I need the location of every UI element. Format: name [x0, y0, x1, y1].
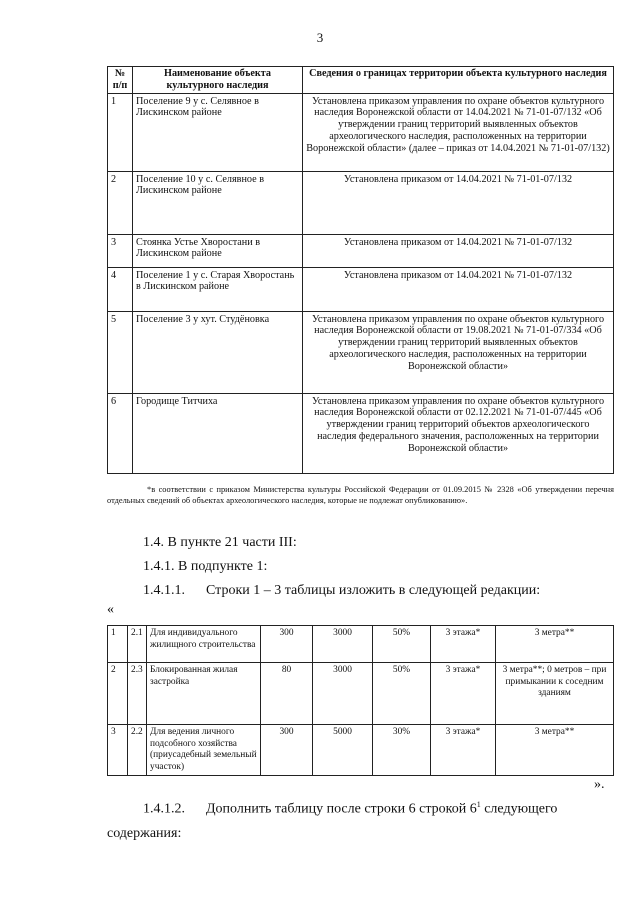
cell-floors: 3 этажа*	[431, 725, 496, 776]
cell-code: 2.2	[128, 725, 147, 776]
cell-row-number: 1	[108, 626, 128, 663]
cell-min-area: 300	[261, 725, 313, 776]
cell-use-type: Для ведения личного подсобного хозяйства (приусадебный земельный участок)	[147, 725, 261, 776]
cell-floors: 3 этажа*	[431, 626, 496, 663]
col-header-number: № п/п	[108, 67, 133, 94]
col-header-boundaries: Сведения о границах территории объекта культурного наследия	[303, 67, 614, 94]
cell-boundaries: Установлена приказом от 14.04.2021 № 71-01-07/132	[303, 234, 614, 267]
table-row	[108, 171, 614, 234]
cell-coverage: 30%	[373, 725, 431, 776]
cell-floors: 3 этажа*	[431, 663, 496, 725]
cell-min-area: 300	[261, 626, 313, 663]
cell-object-name: Городище Титчиха	[133, 393, 303, 473]
cell-object-name: Поселение 9 у с. Селявное в Лискинском районе	[133, 93, 303, 171]
cell-boundaries: Установлена приказом от 14.04.2021 № 71-01-07/132	[303, 171, 614, 234]
cell-use-type: Для индивидуального жилищного строительства	[147, 626, 261, 663]
cell-number: 6	[108, 393, 133, 473]
cell-number: 3	[108, 234, 133, 267]
cultural-heritage-table	[107, 66, 614, 474]
cell-setback: 3 метра**	[496, 626, 614, 663]
cell-coverage: 50%	[373, 626, 431, 663]
cell-max-area: 3000	[313, 663, 373, 725]
table-row	[108, 393, 614, 473]
paragraph-1-4-1-1: 1.4.1.1. Строки 1 – 3 таблицы изложить в следующей редакции:	[143, 583, 541, 598]
close-quote: ».	[594, 777, 605, 792]
paragraph-1-4-1-2	[143, 800, 557, 818]
paragraph-1-4-1-2-tail: следующего	[480, 801, 558, 817]
cell-boundaries: Установлена приказом управления по охране объектов культурного наследия Воронежской области от 14.04.2021 № 71-01-07/132 «Об утверждении границ территорий выявленных объектов археологического наследия, расположенных на территории Воронежской области» (далее – приказ от 14.04.2021 № 71-01-07/132)	[303, 93, 614, 171]
open-quote: «	[107, 602, 114, 617]
cell-boundaries: Установлена приказом от 14.04.2021 № 71-01-07/132	[303, 267, 614, 311]
col-header-object-name: Наименование объекта культурного наследия	[133, 67, 303, 94]
cell-number: 1	[108, 93, 133, 171]
footnote	[107, 485, 614, 506]
cell-code: 2.1	[128, 626, 147, 663]
table-row	[108, 663, 614, 725]
footnote-text: *в соответствии с приказом Министерства культуры Российской Федерации от 01.09.2015 № 2328 «Об утверждении перечня отдельных сведений об объектах археологического наследия, которые не подлежат опубликованию».	[107, 485, 614, 505]
cell-max-area: 3000	[313, 626, 373, 663]
cell-coverage: 50%	[373, 663, 431, 725]
table-row	[108, 267, 614, 311]
table-row	[108, 626, 614, 663]
cell-min-area: 80	[261, 663, 313, 725]
cell-use-type: Блокированная жилая застройка	[147, 663, 261, 725]
table-row	[108, 725, 614, 776]
cell-boundaries: Установлена приказом управления по охране объектов культурного наследия Воронежской области от 19.08.2021 № 71-01-07/334 «Об утверждении границ территорий выявленных объектов археологического наследия, расположенных на территории Воронежской области»	[303, 311, 614, 393]
table-row	[108, 93, 614, 171]
cell-number: 5	[108, 311, 133, 393]
cell-number: 2	[108, 171, 133, 234]
superscript-1: 1	[476, 800, 481, 809]
cell-boundaries: Установлена приказом управления по охране объектов культурного наследия Воронежской области от 02.12.2021 № 71-01-07/445 «Об утверждении границ территорий объектов археологического наследия федерального значения, расположенных на территории Воронежской области»	[303, 393, 614, 473]
table-row	[108, 234, 614, 267]
page-number: 3	[316, 30, 324, 45]
paragraph-1-4-1: 1.4.1. В подпункте 1:	[143, 559, 268, 574]
paragraph-1-4: 1.4. В пункте 21 части III:	[143, 535, 297, 550]
cell-max-area: 5000	[313, 725, 373, 776]
cell-code: 2.3	[128, 663, 147, 725]
cell-row-number: 3	[108, 725, 128, 776]
cell-setback: 3 метра**; 0 метров – при примыкании к соседним зданиям	[496, 663, 614, 725]
cell-setback: 3 метра**	[496, 725, 614, 776]
cell-object-name: Поселение 1 у с. Старая Хворостань в Лискинском районе	[133, 267, 303, 311]
cell-number: 4	[108, 267, 133, 311]
cell-object-name: Стоянка Устье Хворостани в Лискинском районе	[133, 234, 303, 267]
land-parameters-table	[107, 625, 614, 776]
paragraph-1-4-1-2-text: 1.4.1.2. Дополнить таблицу после строки 6 строкой 6	[143, 801, 477, 817]
paragraph-1-4-1-2-continuation: содержания:	[107, 826, 182, 841]
table-header-row	[108, 67, 614, 94]
cell-object-name: Поселение 10 у с. Селявное в Лискинском районе	[133, 171, 303, 234]
table-row	[108, 311, 614, 393]
cell-row-number: 2	[108, 663, 128, 725]
cell-object-name: Поселение 3 у хут. Студёновка	[133, 311, 303, 393]
